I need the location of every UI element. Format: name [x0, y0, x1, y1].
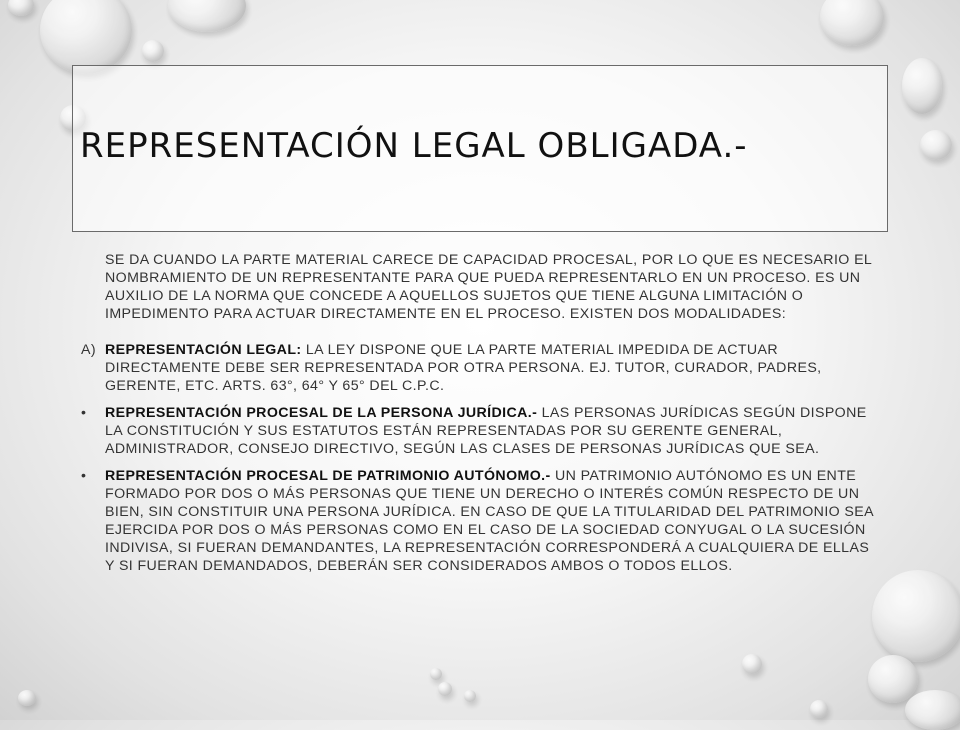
intro-paragraph: [105, 251, 880, 323]
list-item-heading: REPRESENTACIÓN LEGAL:: [105, 342, 302, 358]
list-item-text: LA LEY DISPONE QUE LA PARTE MATERIAL IMPEDIDA DE ACTUAR DIRECTAMENTE DEBE SER REPRESENTADA POR OTRA PERSONA. EJ. TUTOR, CURADOR, PADRES, GERENTE, ETC. ARTS. 63°, 64° Y 65° DEL C.P.C.: [105, 342, 822, 394]
list-item-text: UN PATRIMONIO AUTÓNOMO ES UN ENTE FORMADO POR DOS O MÁS PERSONAS QUE TIENE UN DERECHO O INTERÉS COMÚN RESPECTO DE UN BIEN, SIN CONSTITUIR UNA PERSONA JURÍDICA. EN CASO DE QUE LA TITULARIDAD DEL PATRIMONIO SEA EJERCIDA POR DOS O MÁS PERSONAS COMO EN EL CASO DE LA SOCIEDAD CONYUGAL O LA SUCESIÓN INDIVISA, SI FUERAN DEMANDANTES, LA REPRESENTACIÓN CORRESPONDERÁ A CUALQUIERA DE ELLAS Y SI FUERAN DEMANDADOS, DEBERÁN SER CONSIDERADOS AMBOS O TODOS ELLOS.: [105, 468, 874, 574]
list-item-patrimonio-autonomo: [81, 467, 880, 575]
slide-title: REPRESENTACIÓN LEGAL OBLIGADA.-: [80, 126, 748, 166]
list-marker: A): [81, 342, 96, 358]
intro-text: SE DA CUANDO LA PARTE MATERIAL CARECE DE CAPACIDAD PROCESAL, POR LO QUE ES NECESARIO EL NOMBRAMIENTO DE UN REPRESENTANTE PARA QUE PUEDA REPRESENTARLO EN UN PROCESO. ES UN AUXILIO DE LA NORMA QUE CONCEDE A AQUELLOS SUJETOS QUE TIENE ALGUNA LIMITACIÓN O IMPEDIMENTO PARA ACTUAR DIRECTAMENTE EN EL PROCESO. EXISTEN DOS MODALIDADES:: [105, 252, 872, 322]
list-item-heading: REPRESENTACIÓN PROCESAL DE PATRIMONIO AUTÓNOMO.-: [105, 468, 551, 484]
list-item-legal: [81, 341, 880, 395]
bullet-icon: •: [81, 468, 87, 484]
list-item-text: LAS PERSONAS JURÍDICAS SEGÚN DISPONE LA CONSTITUCIÓN Y SUS ESTATUTOS ESTÁN REPRESENTADAS POR SU GERENTE GENERAL, ADMINISTRADOR, CONSEJO DIRECTIVO, SEGÚN LAS CLASES DE PERSONAS JURÍDICAS QUE SEA.: [105, 405, 867, 457]
list-item-heading: REPRESENTACIÓN PROCESAL DE LA PERSONA JURÍDICA.-: [105, 405, 538, 421]
list-item-persona-juridica: [81, 404, 880, 458]
bullet-icon: •: [81, 405, 87, 421]
